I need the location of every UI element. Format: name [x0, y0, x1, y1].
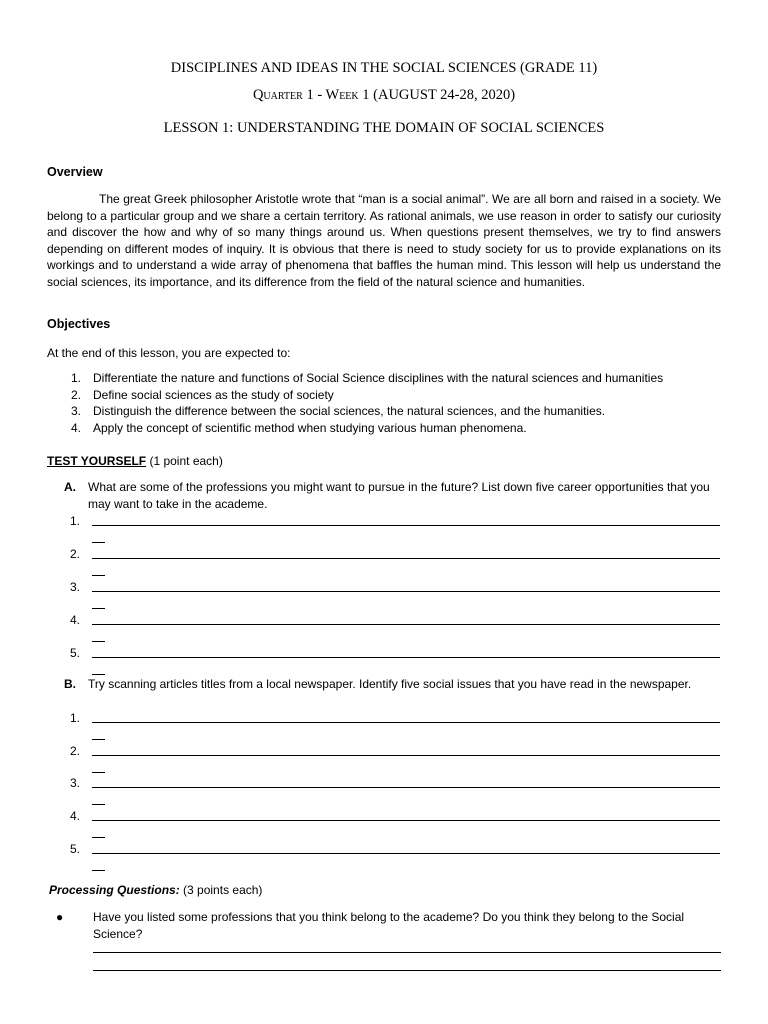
answer-line-a2[interactable]	[70, 546, 722, 580]
answer-underline	[92, 525, 720, 526]
answer-underline-wrap	[92, 674, 105, 675]
answer-underline	[92, 755, 720, 756]
question-b	[64, 676, 724, 693]
objectives-heading: Objectives	[47, 317, 111, 331]
answer-underline-wrap	[92, 739, 105, 740]
objective-number: 2.	[71, 387, 82, 402]
answer-number: 2.	[70, 744, 81, 758]
objective-number: 3.	[71, 404, 82, 418]
processing-questions-title: Processing Questions:	[49, 883, 180, 897]
answer-underline-wrap	[92, 608, 105, 609]
objective-text: Distinguish the difference between the social sciences, the natural sciences, and the humanities.	[93, 404, 606, 418]
answer-underline	[92, 624, 720, 625]
bullet-icon: ●	[56, 910, 64, 924]
answer-underline-wrap	[92, 575, 105, 576]
answer-underline-wrap	[92, 542, 105, 543]
question-a-text: What are some of the professions you might want to pursue in the future? List down five career opportunities that you may want to take in the academe.	[88, 480, 710, 511]
processing-question-item	[56, 909, 724, 942]
overview-text: The great Greek philosopher Aristotle wrote that “man is a social animal”. We are all born and raised in a society. We belong to a particular group and we share a certain territory. As rational animals, we use reason in order to satisfy our curiosity and discover the how and why of so many things around us. When questions present themselves, we try to find answers depending on different modes of inquiry. It is obvious that there is need to study society for us to provide explanations on its workings and to understand a wide array of phenomena that baffles the human mind. This lesson will help us understand the social sciences, its importance, and its difference from the field of the natural science and humanities.	[47, 192, 721, 289]
answer-underline-wrap	[92, 641, 105, 642]
question-b-letter: B.	[64, 677, 76, 691]
answer-line-b4[interactable]	[70, 808, 722, 842]
answer-number: 1.	[70, 514, 81, 528]
overview-paragraph	[47, 191, 721, 290]
objective-item	[47, 387, 727, 404]
answer-number: 2.	[70, 547, 81, 561]
answer-line-a5[interactable]	[70, 645, 722, 679]
objective-text: Apply the concept of scientific method when studying various human phenomena.	[93, 420, 527, 435]
objective-item	[47, 403, 727, 420]
objective-text: Differentiate the nature and functions of Social Science disciplines with the natural sciences and humanities	[93, 371, 664, 385]
answer-underline	[92, 820, 720, 821]
answer-underline-wrap	[92, 772, 105, 773]
answer-underline	[92, 722, 720, 723]
document-title: DISCIPLINES AND IDEAS IN THE SOCIAL SCIENCES (GRADE 11)	[170, 60, 598, 76]
answer-line-a3[interactable]	[70, 579, 722, 613]
question-a	[64, 479, 724, 512]
answer-number: 4.	[70, 809, 81, 823]
objectives-list	[47, 370, 727, 436]
overview-heading: Overview	[47, 165, 103, 179]
processing-questions-points: (3 points each)	[179, 883, 263, 897]
answer-underline	[92, 853, 720, 854]
answer-writing-line[interactable]	[93, 952, 721, 953]
answer-line-b2[interactable]	[70, 743, 722, 777]
answer-writing-line[interactable]	[93, 970, 721, 971]
question-b-text: Try scanning articles titles from a local newspaper. Identify five social issues that you have read in the newspaper.	[88, 677, 692, 691]
quarter-week-line: Quarter 1 - Week 1 (AUGUST 24-28, 2020)	[252, 87, 516, 103]
answer-line-a1[interactable]	[70, 513, 722, 547]
objective-number: 1.	[71, 371, 82, 385]
objective-number: 4.	[71, 420, 82, 435]
test-yourself-heading	[47, 453, 223, 470]
answer-number: 1.	[70, 711, 81, 725]
answer-line-b5[interactable]	[70, 841, 722, 875]
answer-underline	[92, 787, 720, 788]
answer-underline-wrap	[92, 870, 105, 871]
objective-item	[47, 420, 727, 437]
answer-line-b1[interactable]	[70, 710, 722, 744]
objective-item	[47, 370, 727, 387]
processing-questions-heading	[49, 882, 262, 899]
objective-text: Define social sciences as the study of society	[93, 387, 334, 402]
answer-number: 5.	[70, 842, 81, 856]
test-yourself-title: TEST YOURSELF	[47, 454, 147, 468]
objectives-intro: At the end of this lesson, you are expected to:	[47, 346, 291, 360]
question-a-letter: A.	[64, 480, 76, 494]
answer-number: 5.	[70, 646, 81, 660]
lesson-title: LESSON 1: UNDERSTANDING THE DOMAIN OF SOCIAL SCIENCES	[163, 120, 605, 136]
test-yourself-points: (1 point each)	[146, 454, 223, 468]
answer-underline	[92, 591, 720, 592]
answer-underline-wrap	[92, 804, 105, 805]
answer-line-b3[interactable]	[70, 775, 722, 809]
answer-underline	[92, 558, 720, 559]
answer-underline	[92, 657, 720, 658]
answer-number: 4.	[70, 613, 81, 627]
processing-question-text: Have you listed some professions that you think belong to the academe? Do you think they belong to the Social Science?	[93, 910, 685, 941]
answer-number: 3.	[70, 776, 81, 790]
answer-line-a4[interactable]	[70, 612, 722, 646]
answer-underline-wrap	[92, 837, 105, 838]
answer-number: 3.	[70, 580, 81, 594]
